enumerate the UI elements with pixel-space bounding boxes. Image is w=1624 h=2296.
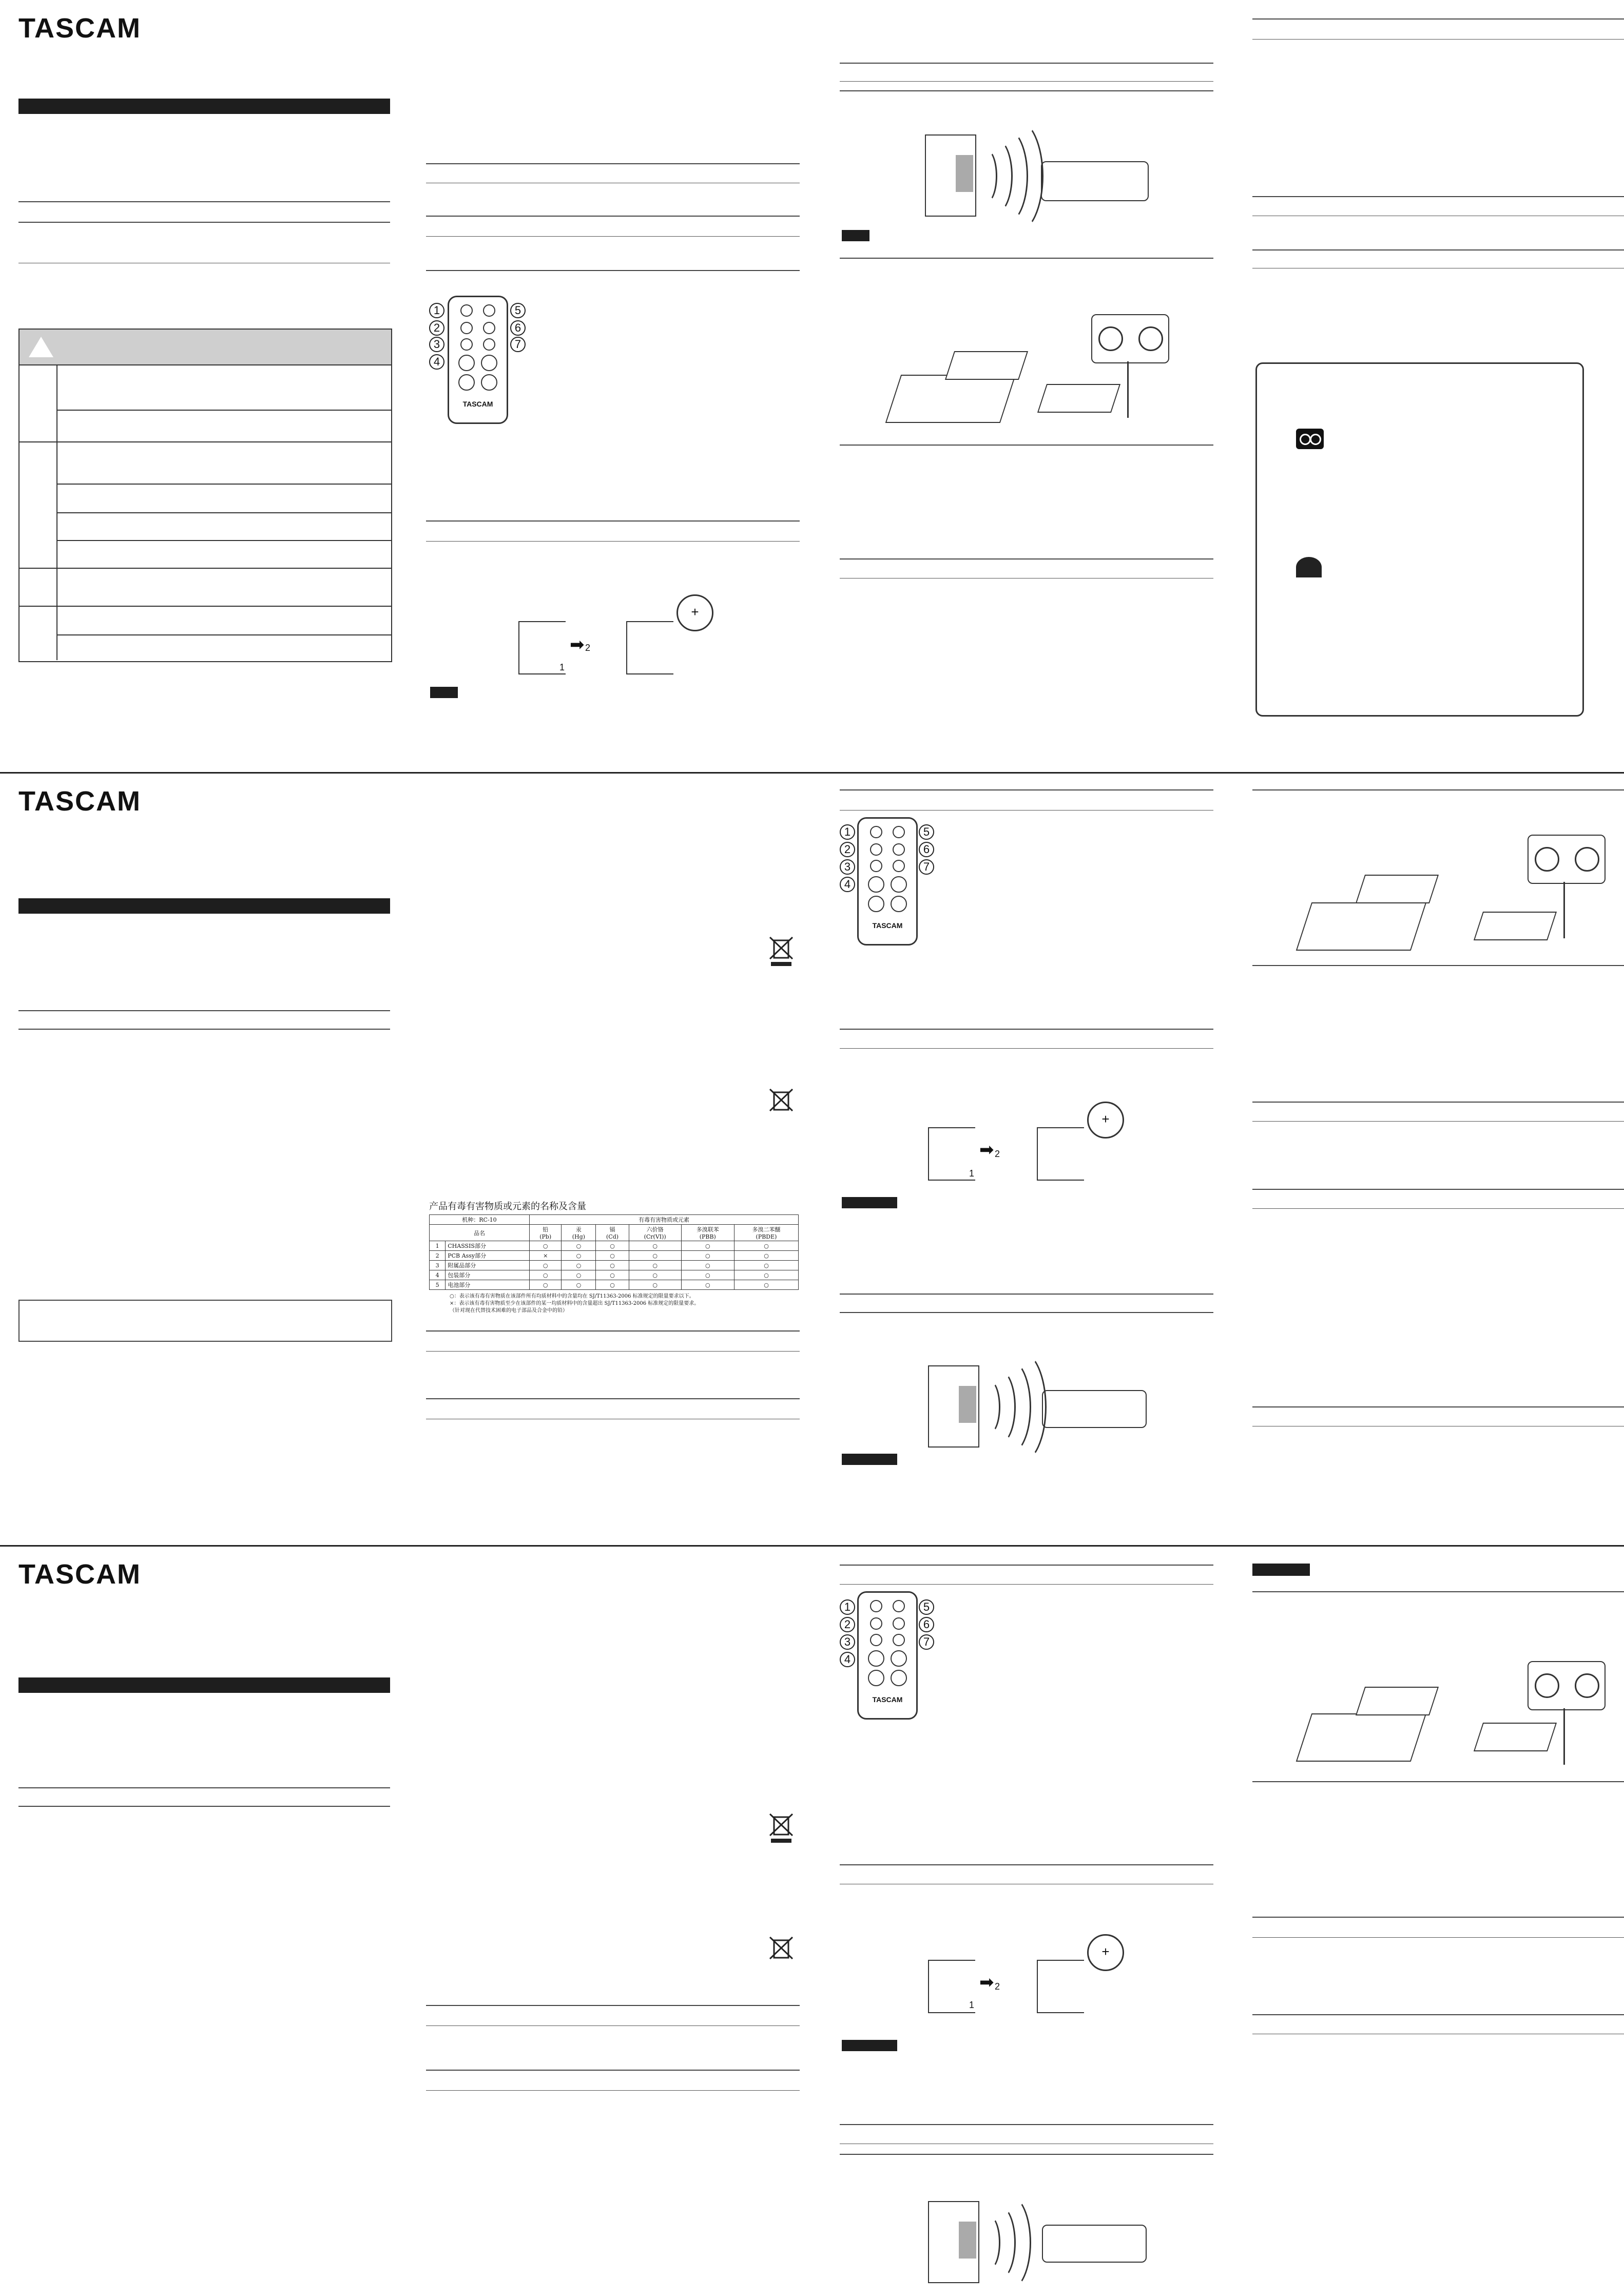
remote-button [458,374,475,391]
divider [840,81,1213,82]
remote-button [870,826,882,838]
step-label: 2 [995,1981,1000,1992]
callout-1: 1 [840,824,855,840]
remote-in-holder-illustration [1037,384,1120,413]
rohs-table [429,1214,799,1290]
china-rohs-section [429,1199,799,1315]
battery-holder-illustration [518,621,566,674]
table-row: 1 CHASSIS部分 ○ ○ ○ ○ ○ ○ [430,1241,799,1251]
warning-triangle-icon [29,337,53,357]
mic-capsule-icon [1098,326,1123,351]
rohs-elements-header: 有毒有害物质或元素 [529,1215,798,1225]
divider [840,558,1213,559]
divider [1252,1406,1624,1407]
rohs-part-header: 品名 [430,1225,530,1241]
notice-box [18,1300,392,1342]
remote-button [460,338,473,351]
callout-4: 4 [840,877,855,892]
cable-illustration [1563,882,1565,938]
divider [1252,2014,1624,2015]
remote-button [870,1617,882,1630]
note-tag [842,1454,897,1465]
divider [1252,1102,1624,1103]
remote-button [870,1634,882,1646]
weee-bin-icon [768,935,795,967]
note-tag [842,230,869,241]
remote-button [870,860,882,872]
divider [18,1029,390,1030]
callout-2: 2 [840,1617,855,1632]
divider [1252,1121,1624,1122]
remote-side-illustration [1042,2225,1147,2263]
rohs-note: ×：表示该有毒有害物质至少在该部件的某一均质材料中的含量超出 SJ/T11363-2006 标准规定的限量要求。 [450,1301,700,1306]
divider [1252,1208,1624,1209]
divider [426,541,800,542]
remote-side-illustration [1042,1390,1147,1428]
divider [1252,39,1624,40]
divider [1252,1189,1624,1190]
section-header-bar [18,99,390,114]
rohs-col-header: 铅 (Pb) [529,1225,562,1241]
step-label: 1 [559,662,565,672]
callout-4: 4 [840,1652,855,1667]
remote-in-holder-illustration [1474,1723,1557,1751]
note-tag [1252,1564,1310,1576]
divider [426,216,800,217]
table-row-divider [20,441,391,442]
divider [1252,196,1624,197]
navi-dial-logo-icon [1296,557,1322,577]
divider [840,1294,1213,1295]
callout-3: 3 [840,1634,855,1650]
divider [426,2090,800,2091]
divider [840,445,1213,446]
page-separator [0,772,1624,774]
table-row: 3 附属品部分 ○ ○ ○ ○ ○ ○ [430,1261,799,1270]
section-header-bar [18,1677,390,1693]
coin-battery-icon [1087,1102,1124,1139]
callout-6: 6 [510,320,526,336]
callout-2: 2 [840,842,855,857]
callout-5: 5 [919,824,934,840]
rohs-col-header: 六价铬 (Cr(VI)) [629,1225,681,1241]
divider [18,1010,390,1011]
remote-button [458,355,475,371]
arrow-right-icon: ➡ [570,635,585,654]
divider [840,1312,1213,1313]
battery-bin-icon [768,1087,795,1119]
remote-button [891,1670,907,1686]
divider [18,1806,390,1807]
rohs-model-cell: 机种：RC-10 [430,1215,530,1225]
callout-1: 1 [429,303,444,318]
divider [840,1029,1213,1030]
info-box [1255,362,1584,717]
divider [426,163,800,164]
rohs-col-header: 多溴二苯醚 (PBDE) [734,1225,799,1241]
remote-button [870,1600,882,1612]
ir-signal-icon [991,119,1043,233]
remote-button [868,896,884,912]
callout-5: 5 [919,1599,934,1615]
divider [840,2124,1213,2125]
remote-button [481,355,497,371]
remote-button [868,1670,884,1686]
divider [426,520,800,522]
divider [840,1584,1213,1585]
divider [18,1787,390,1788]
divider [426,236,800,237]
section-header-bar [18,898,390,914]
battery-holder-illustration [1037,1127,1084,1181]
remote-button [893,1600,905,1612]
remote-illustration [1356,875,1439,903]
ir-signal-icon [994,1350,1047,1464]
remote-button [868,876,884,893]
callout-6: 6 [919,842,934,857]
remote-button [893,826,905,838]
mic-capsule-icon [1575,847,1599,872]
table-row-divider [56,484,391,485]
table-row: 2 PCB Assy部分 × ○ ○ ○ ○ ○ [430,1251,799,1261]
cable-illustration [1127,361,1129,418]
divider [1252,965,1624,966]
remote-button [893,1617,905,1630]
remote-button [893,860,905,872]
divider [18,222,390,223]
remote-button [868,1650,884,1667]
divider [840,789,1213,790]
rohs-note: （针对现在代替技术困难的电子部品及合金中的铅） [450,1308,568,1314]
remote-in-holder-illustration [1474,912,1557,940]
remote-button [891,1650,907,1667]
battery-plus-label: + [691,604,699,620]
remote-control-illustration [448,296,508,424]
table-row-divider [20,568,391,569]
divider [840,1565,1213,1566]
remote-button [483,338,495,351]
divider [18,201,390,202]
callout-7: 7 [919,859,934,875]
battery-holder-illustration [1037,1960,1084,2013]
step-label: 2 [585,643,591,653]
arrow-right-icon: ➡ [979,1140,994,1160]
mic-capsule-icon [1535,1673,1559,1698]
page-separator [0,1545,1624,1547]
logo-circle [1300,434,1311,445]
note-tag [842,1197,897,1208]
divider [1252,1591,1624,1592]
remote-button [893,843,905,856]
remote-button [483,304,495,317]
remote-control-illustration [857,817,918,946]
callout-7: 7 [510,337,526,352]
divider [426,1351,800,1352]
coin-battery-icon [1087,1934,1124,1971]
callout-5: 5 [510,303,526,318]
battery-plus-label: + [1101,1944,1110,1959]
note-tag [430,687,458,698]
divider [1252,1917,1624,1918]
mic-capsule-icon [1575,1673,1599,1698]
remote-holder-illustration [1296,1713,1427,1762]
table-row: 4 包装部分 ○ ○ ○ ○ ○ ○ [430,1270,799,1280]
note-tag [842,2040,897,2051]
mic-capsule-icon [1138,326,1163,351]
divider [1252,1781,1624,1782]
warning-table-header [20,330,391,365]
recorder-display [959,1386,976,1423]
divider [426,1398,800,1399]
rohs-col-header: 汞 (Hg) [562,1225,596,1241]
freedial-logo-icon [1296,429,1324,449]
step-label: 1 [969,2000,975,2010]
mic-capsule-icon [1535,847,1559,872]
remote-brand-label: TASCAM [872,921,903,930]
table-row-divider [56,540,391,541]
remote-button [891,876,907,893]
coin-battery-icon [676,594,713,631]
logo-circle [1310,434,1321,445]
brand-logo: TASCAM [18,1559,141,1590]
divider [840,1864,1213,1865]
brand-logo: TASCAM [18,13,141,44]
divider [426,2070,800,2071]
rohs-col-header: 镉 (Cd) [596,1225,629,1241]
callout-4: 4 [429,354,444,370]
rohs-note: ○：表示该有毒有害物质在该部件所有均质材料中的含量均在 SJ/T11363-2006 标准规定的限量要求以下。 [450,1294,694,1299]
remote-brand-label: TASCAM [872,1695,903,1704]
divider [1252,18,1624,20]
divider [426,270,800,271]
callout-3: 3 [840,859,855,875]
table-row: 5 电池部分 ○ ○ ○ ○ ○ ○ [430,1280,799,1290]
divider [426,2025,800,2026]
divider [1252,789,1624,790]
remote-button [460,322,473,334]
rohs-col-header: 多溴联苯 (PBB) [681,1225,734,1241]
remote-side-illustration [1041,161,1149,201]
divider [1252,249,1624,250]
divider [840,1048,1213,1049]
remote-button [891,896,907,912]
battery-holder-illustration [928,1960,975,2013]
callout-7: 7 [919,1634,934,1650]
table-row-divider [20,606,391,607]
divider [840,258,1213,259]
divider [840,63,1213,64]
step-label: 1 [969,1168,975,1179]
recorder-display [959,2222,976,2259]
remote-holder-illustration [1296,902,1427,951]
battery-bin-icon [768,1935,795,1967]
recorder-display [956,155,973,192]
battery-holder-illustration [626,621,673,674]
safety-warning-table [18,329,392,662]
battery-plus-label: + [1101,1111,1110,1127]
callout-6: 6 [919,1617,934,1632]
remote-button [481,374,497,391]
weee-bin-icon [768,1812,795,1844]
cable-illustration [1563,1708,1565,1765]
divider [426,1330,800,1332]
divider [1252,1937,1624,1938]
remote-brand-label: TASCAM [462,400,493,408]
remote-control-illustration [857,1591,918,1720]
remote-illustration [945,351,1028,380]
battery-holder-illustration [928,1127,975,1181]
divider [426,2005,800,2006]
ir-signal-icon [989,2195,1031,2290]
table-row-divider [56,512,391,513]
brand-logo: TASCAM [18,786,141,817]
remote-button [460,304,473,317]
table-row-divider [56,410,391,411]
divider [840,90,1213,91]
rohs-table-title: 产品有毒有害物质或元素的名称及含量 [429,1201,586,1212]
remote-button [893,1634,905,1646]
callout-3: 3 [429,337,444,352]
divider [840,810,1213,811]
step-label: 2 [995,1149,1000,1159]
remote-button [483,322,495,334]
remote-button [870,843,882,856]
remote-holder-illustration [885,375,1016,423]
table-row-divider [56,634,391,635]
arrow-right-icon: ➡ [979,1973,994,1992]
remote-illustration [1356,1687,1439,1715]
divider [840,2154,1213,2155]
callout-2: 2 [429,320,444,336]
callout-1: 1 [840,1599,855,1615]
